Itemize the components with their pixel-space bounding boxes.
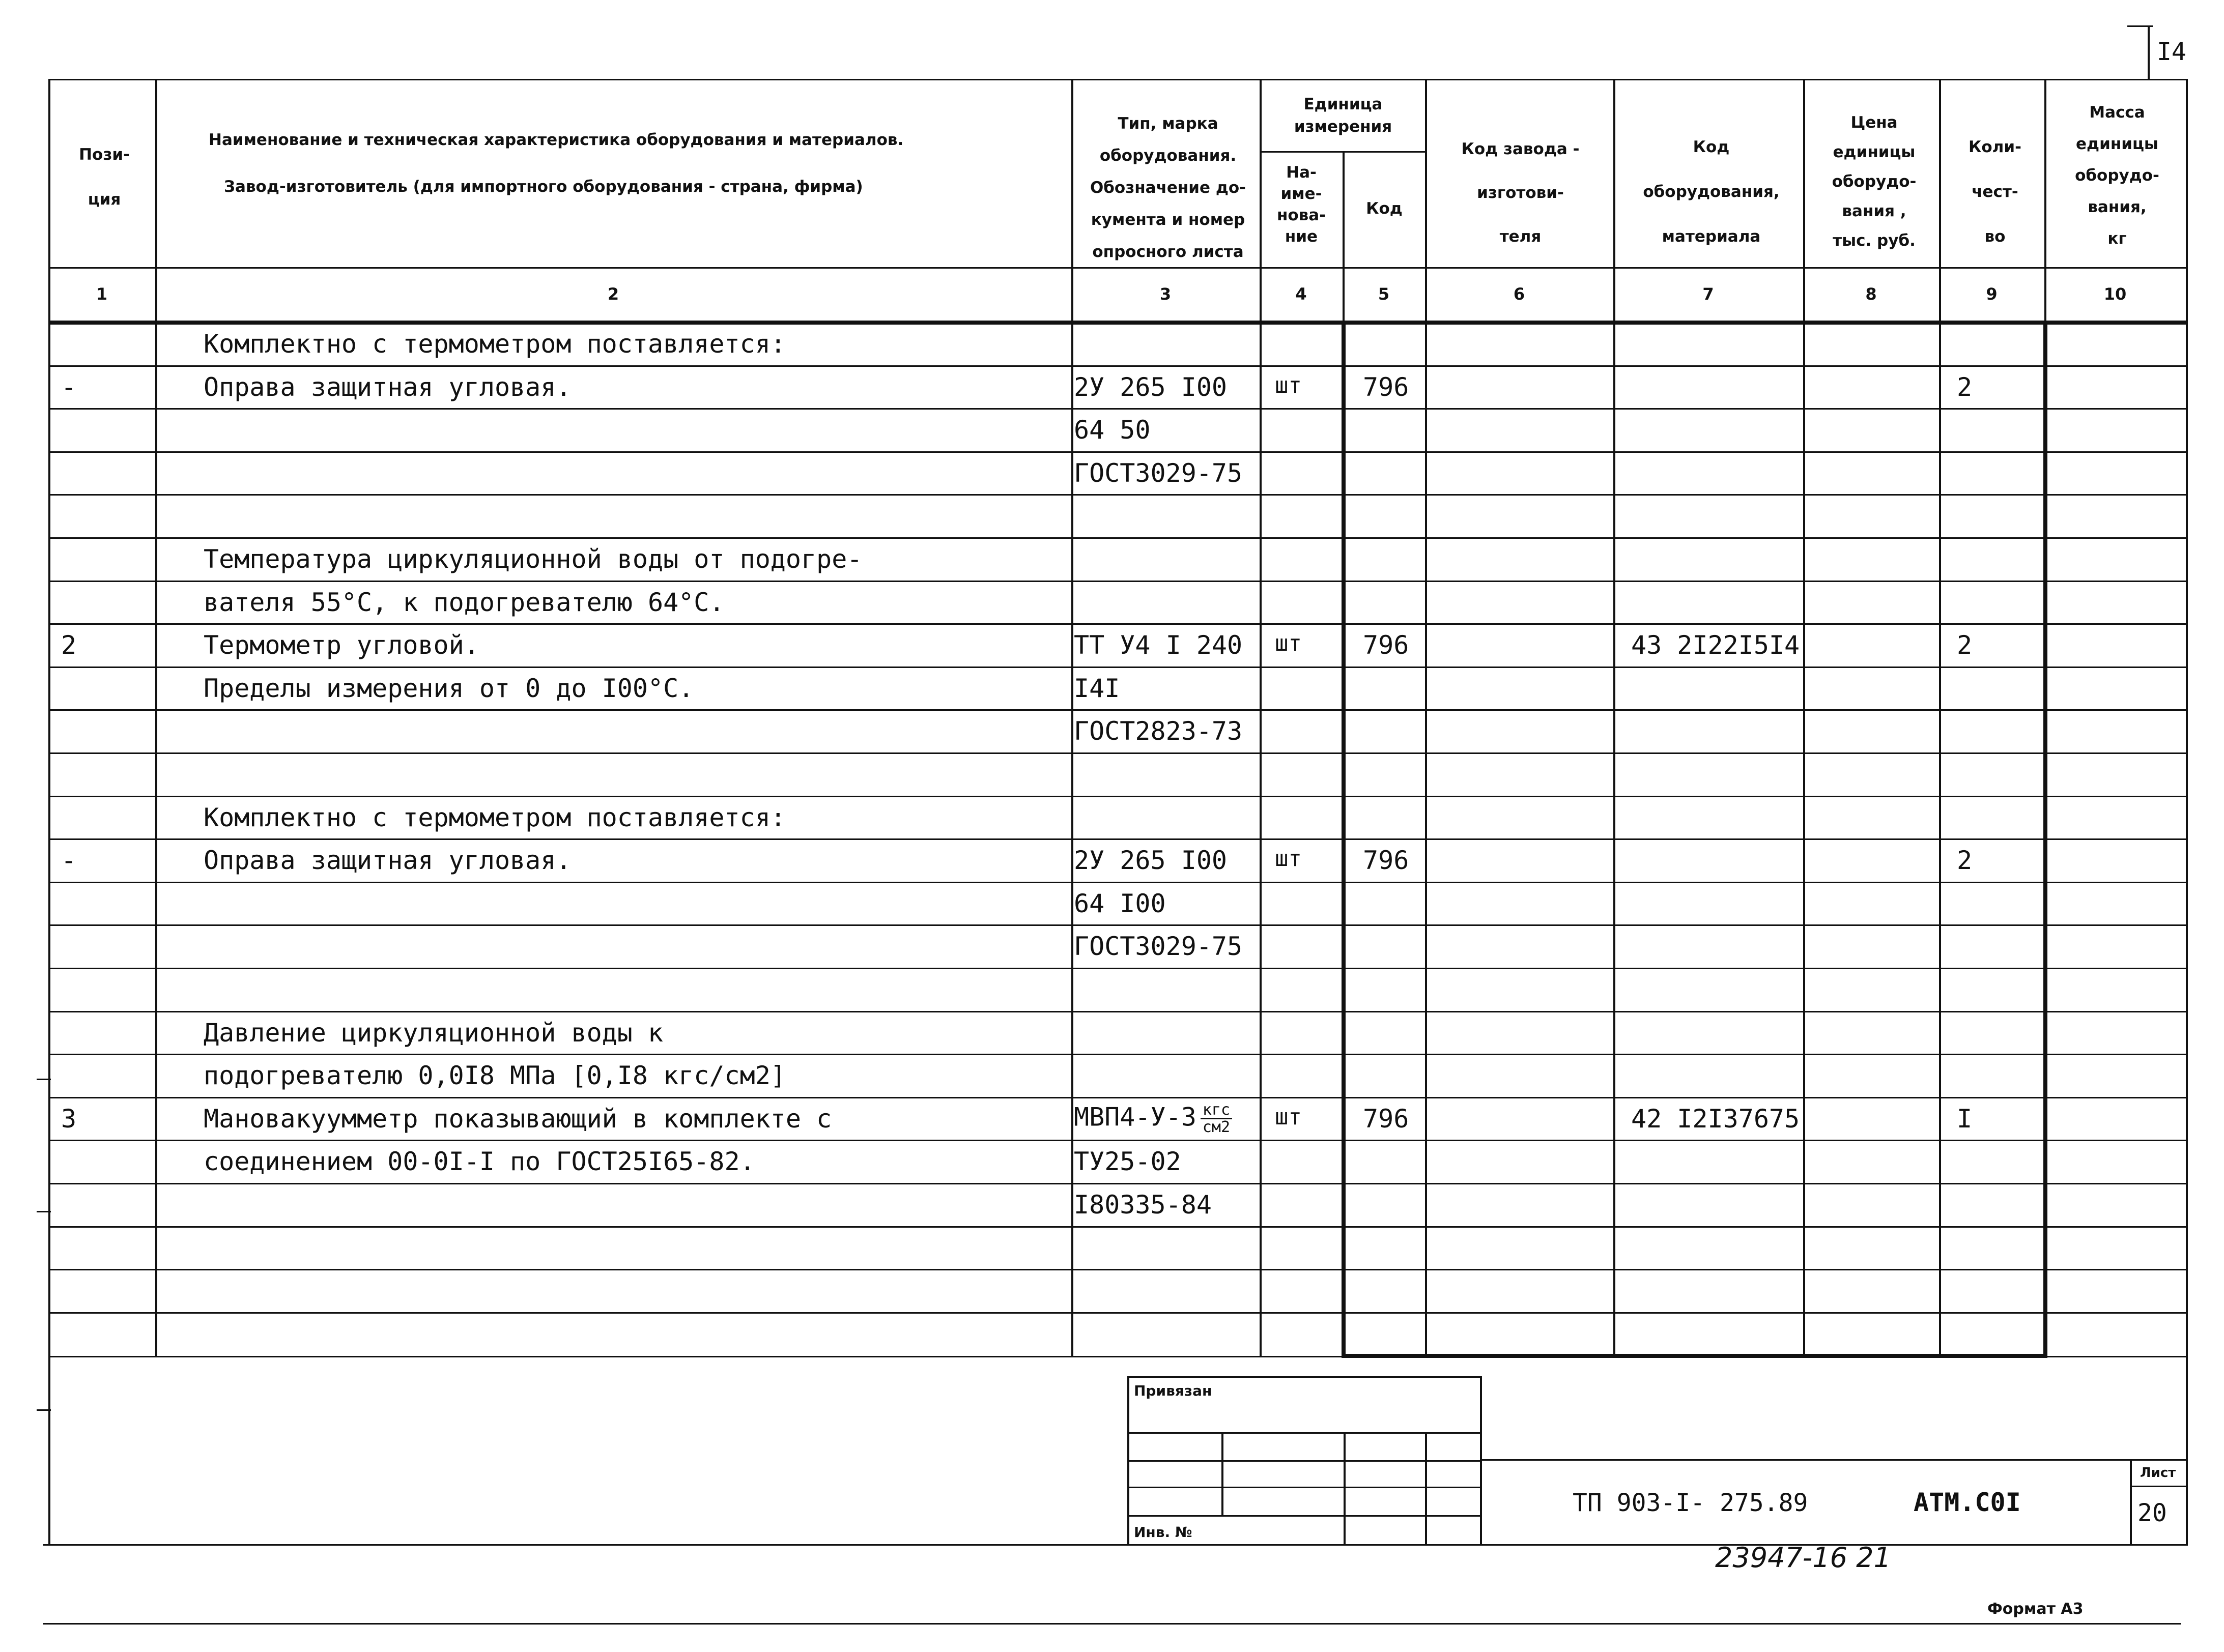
grid-line [48, 494, 2186, 496]
grid-line [37, 1409, 51, 1411]
cell-name: Оправа защитная угловая. [204, 372, 572, 402]
header-equipment-code: Код оборудования, материала [1643, 138, 1780, 246]
grid-line [48, 1269, 2186, 1270]
fraction-denominator: см2 [1202, 1118, 1231, 1137]
cell-type: ГОСТ3029-75 [1074, 932, 1243, 962]
cell-position: - [61, 372, 77, 402]
column-number: 7 [1702, 284, 1714, 304]
cell-quantity: I [1957, 1104, 1973, 1134]
grid-line [43, 1623, 2181, 1625]
header-price: Цена единицы оборудо- вания , тыс. руб. [1832, 113, 1917, 250]
grid-line [48, 968, 2186, 969]
cell-unit-code: 796 [1363, 372, 1409, 402]
cell-name: Давление циркуляционной воды к [204, 1018, 664, 1048]
cell-type: ГОСТ3029-75 [1074, 458, 1243, 488]
header-unit: Единица измерения [1294, 95, 1392, 136]
inventory-label: Инв. № [1134, 1524, 1192, 1541]
grid-line [48, 365, 2186, 367]
grid-line [48, 537, 2186, 539]
grid-line [48, 1226, 2186, 1228]
header-position: Пози- ция [79, 146, 130, 209]
grid-line [1127, 1460, 1481, 1462]
grid-line [1939, 79, 1941, 1356]
grid-line [1613, 79, 1615, 1356]
sheet-label: Лист [2140, 1465, 2176, 1481]
grid-line [48, 838, 2186, 840]
format-label: Формат А3 [1987, 1600, 2084, 1618]
cell-position: - [61, 846, 77, 876]
attached-label: Привязан [1134, 1382, 1212, 1399]
grid-line [1803, 79, 1805, 1356]
header-factory-code: Код завода - изготови- теля [1461, 140, 1580, 246]
cell-equipment-code: 43 2I22I5I4 [1631, 630, 1800, 660]
handwritten-number: 23947-16 21 [1715, 1542, 1891, 1574]
grid-line [1127, 1376, 1481, 1378]
cell-type: 2У 265 I00 [1074, 846, 1228, 876]
cell-name: Комплектно с термометром поставляется: [204, 802, 786, 832]
grid-line [48, 796, 2186, 797]
cell-type: I80335-84 [1074, 1190, 1212, 1220]
cell-quantity: 2 [1957, 846, 1973, 876]
column-number: 9 [1986, 284, 1998, 304]
grid-line [48, 1140, 2186, 1141]
grid-line [1127, 1432, 1481, 1434]
cell-type: ТТ У4 I 240 [1074, 630, 1243, 660]
cell-name: соединением 00-0I-I по ГОСТ25I65-82. [204, 1147, 755, 1177]
grid-line [48, 321, 2186, 325]
cell-position: 2 [61, 630, 77, 660]
grid-line [2130, 1459, 2132, 1544]
page-number: I4 [2157, 38, 2186, 66]
cell-quantity: 2 [1957, 630, 1973, 660]
header-quantity: Коли- чест- во [1969, 138, 2021, 246]
header-unit-code: Код [1366, 199, 1403, 218]
grid-line [48, 79, 2188, 80]
grid-line [48, 666, 2186, 668]
cell-type: 2У 265 I00 [1074, 372, 1228, 402]
column-number: 4 [1295, 284, 1307, 304]
cell-unit-code: 796 [1363, 1104, 1409, 1134]
grid-line [48, 1312, 2186, 1314]
column-number: 2 [607, 284, 619, 304]
grid-line [37, 1211, 51, 1212]
column-number: 3 [1159, 284, 1172, 304]
cell-unit-code: 796 [1363, 630, 1409, 660]
grid-line [48, 1097, 2186, 1098]
header-type: Тип, марка оборудования. Обозначение до- кумента и номер опросного листа [1090, 114, 1246, 261]
grid-line [2130, 1486, 2186, 1487]
column-number: 5 [1378, 284, 1390, 304]
cell-unit-code: 796 [1363, 846, 1409, 876]
grid-line [48, 924, 2186, 926]
grid-line [1260, 79, 1262, 1356]
cell-type: 64 I00 [1074, 888, 1166, 918]
grid-line [48, 752, 2186, 754]
header-mass: Масса единицы оборудо- вания, кг [2075, 103, 2159, 248]
cell-name: Комплектно с термометром поставляется: [204, 329, 786, 359]
fraction-numerator: кгс [1201, 1102, 1232, 1120]
unit-fraction [1201, 1102, 1232, 1136]
cell-unit: шт [1275, 846, 1302, 872]
grid-line [48, 581, 2186, 582]
header-unit-name: На- име- нова- ние [1276, 163, 1326, 246]
grid-line [2186, 79, 2188, 1544]
grid-line [48, 1183, 2186, 1184]
cell-type: ТУ25-02 [1074, 1147, 1181, 1177]
grid-line [1221, 1432, 1223, 1515]
cell-unit: шт [1275, 630, 1302, 657]
grid-line [155, 79, 157, 1356]
sheet-number: 20 [2137, 1499, 2167, 1527]
grid-line [2148, 25, 2150, 79]
grid-line [48, 709, 2186, 711]
cell-type: ГОСТ2823-73 [1074, 716, 1243, 746]
cell-unit: шт [1275, 1104, 1302, 1130]
header-name-line1: Наименование и техническая характеристика оборудования и материалов. [209, 131, 904, 149]
grid-line [1127, 1515, 1481, 1517]
cell-position: 3 [61, 1104, 77, 1134]
cell-type: I4I [1074, 673, 1120, 703]
cell-equipment-code: 42 I2I37675 [1631, 1104, 1800, 1134]
cell-name: Пределы измерения от 0 до I00°С. [204, 673, 694, 703]
column-number: 6 [1513, 284, 1525, 304]
grid-line [1425, 79, 1427, 1356]
column-number: 10 [2103, 284, 2127, 304]
grid-line [48, 1356, 2186, 1357]
grid-line [37, 1079, 51, 1080]
cell-name: подогревателю 0,0I8 МПа [0,I8 кгс/см2] [204, 1061, 786, 1091]
grid-line [1344, 1432, 1346, 1544]
column-number: 8 [1865, 284, 1877, 304]
grid-line [48, 882, 2186, 883]
cell-name: Мановакуумметр показывающий в комплекте с [204, 1104, 832, 1134]
cell-name: Оправа защитная угловая. [204, 846, 572, 876]
document-mark: АТМ.С0I [1914, 1488, 2021, 1517]
grid-line [48, 623, 2186, 625]
cell-type: 64 50 [1074, 415, 1151, 445]
header-name-line2: Завод-изготовитель (для импортного оборудования - страна, фирма) [224, 178, 863, 196]
grid-line [1127, 1487, 1481, 1488]
cell-name: Термометр угловой. [204, 630, 479, 660]
grid-line [1480, 1459, 2186, 1461]
grid-line [1425, 1432, 1427, 1544]
grid-line [1071, 79, 1073, 1356]
cell-quantity: 2 [1957, 372, 1973, 402]
cell-type: МВП4-У-3 $\frac{\text{кгс}}{см2}$ [1074, 1102, 1232, 1136]
cell-name: вателя 55°С, к подогревателю 64°С. [204, 587, 725, 617]
grid-line [48, 1054, 2186, 1055]
grid-line [2127, 25, 2153, 27]
cell-unit: шт [1275, 372, 1302, 398]
grid-line [48, 451, 2186, 453]
cell-name: Температура циркуляционной воды от подогре- [204, 544, 863, 574]
grid-line [48, 408, 2186, 410]
grid-line [48, 1011, 2186, 1012]
document-code: ТП 903-I- 275.89 [1573, 1489, 1808, 1517]
column-number: 1 [96, 284, 108, 304]
